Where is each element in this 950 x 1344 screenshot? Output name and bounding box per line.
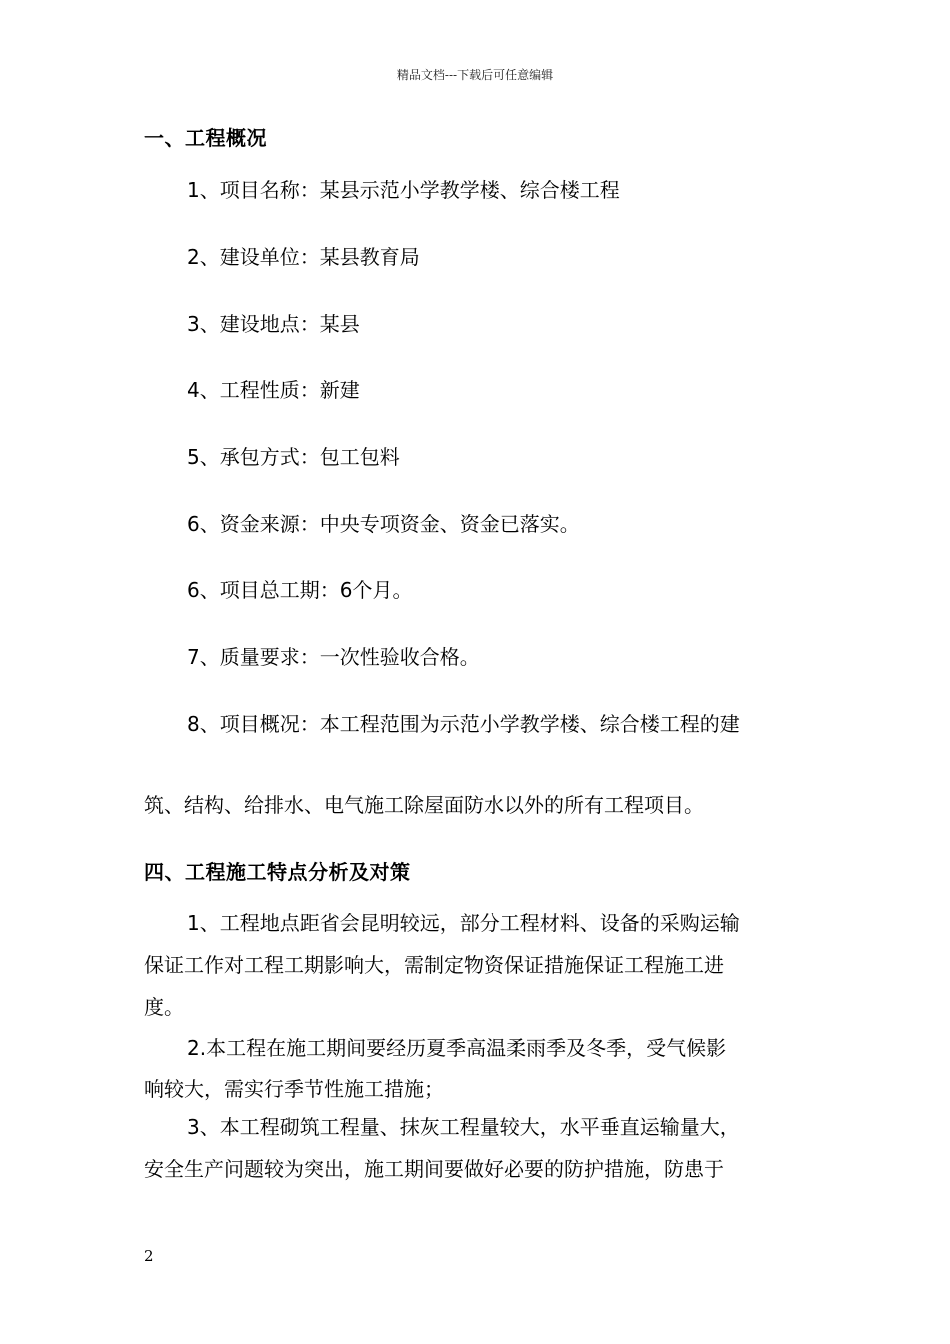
overview-item-contract-mode: 5、承包方式：包工包料 <box>187 445 400 469</box>
analysis-para1-line3: 度。 <box>144 995 184 1019</box>
analysis-para1-line2: 保证工作对工程工期影响大，需制定物资保证措施保证工程施工进 <box>144 953 724 977</box>
section-heading-overview: 一、工程概况 <box>144 126 267 150</box>
overview-item-location: 3、建设地点：某县 <box>187 312 360 336</box>
overview-item-builder: 2、建设单位：某县教育局 <box>187 245 420 269</box>
analysis-para3-line2: 安全生产问题较为突出，施工期间要做好必要的防护措施，防患于 <box>144 1157 724 1181</box>
analysis-para1-line1: 1、工程地点距省会昆明较远，部分工程材料、设备的采购运输 <box>187 911 740 935</box>
analysis-para2-line1: 2.本工程在施工期间要经历夏季高温柔雨季及冬季，受气候影 <box>187 1036 727 1060</box>
page-number: 2 <box>144 1247 154 1265</box>
overview-item-summary-continued: 筑、结构、给排水、电气施工除屋面防水以外的所有工程项目。 <box>144 793 704 817</box>
overview-item-funding: 6、资金来源：中央专项资金、资金已落实。 <box>187 512 580 536</box>
overview-item-duration: 6、项目总工期：6个月。 <box>187 578 413 602</box>
section-heading-construction-analysis: 四、工程施工特点分析及对策 <box>144 860 411 884</box>
overview-item-summary: 8、项目概况：本工程范围为示范小学教学楼、综合楼工程的建 <box>187 712 740 736</box>
overview-item-quality: 7、质量要求：一次性验收合格。 <box>187 645 480 669</box>
page-header: 精品文档---下载后可任意编辑 <box>396 68 554 82</box>
analysis-para2-line2: 响较大，需实行季节性施工措施； <box>144 1077 444 1101</box>
overview-item-project-name: 1、项目名称：某县示范小学教学楼、综合楼工程 <box>187 178 620 202</box>
analysis-para3-line1: 3、本工程砌筑工程量、抹灰工程量较大，水平垂直运输量大， <box>187 1115 740 1139</box>
overview-item-nature: 4、工程性质：新建 <box>187 378 360 402</box>
